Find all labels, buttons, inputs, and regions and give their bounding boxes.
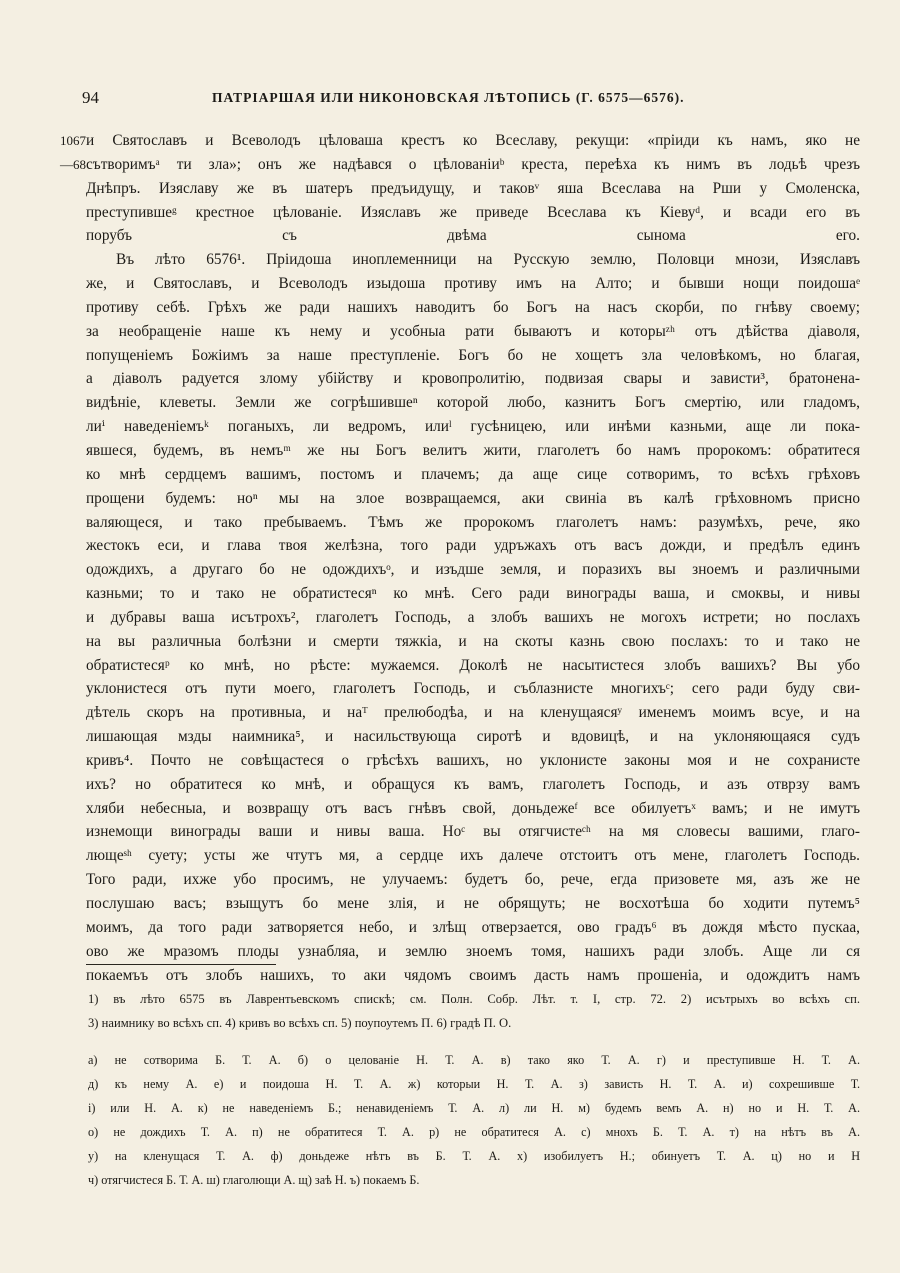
text-line (36, 630, 860, 654)
text-line (36, 654, 860, 678)
line-text: ово же мразомъ плоды узнабляа, и землю зноемъ томя, нашихъ ради злобъ. Аще ли ся (86, 942, 860, 960)
text-line (36, 773, 860, 797)
text-line (36, 677, 860, 701)
line-text: казньми; то и тако не обратистесяⁿ ко мнѣ. Сего ради винограды ваша, и смоквы, и нивы (86, 585, 860, 603)
line-text: на вы различныа болѣзни и смерти тяжкіа, и на скоты казнь свою послахъ: то и тако не (86, 632, 860, 650)
text-line (36, 129, 860, 153)
footnotes (88, 987, 860, 1035)
line-text: ихъ? но обратитеся ко мнѣ, и обращуся къ вамъ, глаголетъ Господь, и азъ отврзу вамъ (86, 775, 860, 793)
variant-readings (88, 1048, 860, 1192)
line-text: дѣтель скоръ на противныа, и наᵀ прелюбодѣа, и на кленущаясяʸ именемъ моимъ всуе, и на (86, 704, 860, 722)
text-line (36, 606, 860, 630)
text-line (36, 725, 860, 749)
line-text: хляби небесныа, и возвращу отъ васъ гнѣвъ свой, доньдежеᶠ все обилуетъˣ вамъ; и не имутъ (86, 799, 860, 817)
text-line (36, 224, 860, 248)
running-title: ПАТРІАРШАЯ ИЛИ НИКОНОВСКАЯ ЛѢТОПИСЬ (Г. 6575—6576). (212, 90, 685, 105)
line-text: покаемъъ отъ злобъ нашихъ, то аки чядомъ своимъ дасть намъ прошеніа, и одождитъ намъ (86, 966, 860, 984)
text-line (36, 534, 860, 558)
line-text: изнемощи винограды ваши и нивы ваша. Ноᶜ вы отягчистеᶜʰ на мя словесы вашими, глаго- (86, 823, 860, 841)
text-line (36, 177, 860, 201)
text-line (36, 749, 860, 773)
main-text (36, 129, 860, 987)
text-line (36, 844, 860, 868)
line-text: одождихъ, а другаго бо не одождихъᵒ, и изъдше земля, и поразихъ вы зноемъ и различными (86, 561, 860, 579)
line-text: сътворимъᵃ ти зла»; онъ же надѣався о цѣлованіиᵇ креста, переѣха къ нимъ въ лодьѣ чрезъ (86, 155, 860, 173)
footnote: 1) въ лѣто 6575 въ Лаврентьевскомъ спискѣ; см. Полн. Собр. Лѣт. т. I, стр. 72. 2) исътрыхъ во всѣхъ сп. (88, 992, 860, 1006)
line-text: лиⁱ наведеніемъᵏ поганыхъ, ли ведромъ, илиˡ гусѣницею, или инѣми казньми, аще ли пока- (86, 418, 860, 436)
variant-reading: у) на кленущася Т. А. ф) доньдеже нѣтъ въ Б. Т. А. х) изобилуетъ Н.; обинуетъ Т. А. ц) но и Н (88, 1149, 860, 1163)
line-text: прощени будемъ: ноⁿ мы на злое возвращаемся, аки свиніа въ калѣ грѣховномъ присно (86, 489, 860, 507)
line-text: попущеніемъ Божіимъ за наше преступленіе. Богъ бо не хощетъ зла человѣкомъ, но благая, (86, 346, 860, 364)
line-text: обратистесяᵖ ко мнѣ, но рѣсте: мужаемся. Доколѣ не насытистеся злобъ вашихъ? Вы убо (86, 656, 860, 674)
variant-reading: і) или Н. А. к) не наведеніемъ Б.; ненавиденіемъ Т. А. л) ли Н. м) будемъ вемъ А. н) но и Н. Т. А. (88, 1101, 860, 1115)
footnote: 3) наимнику во всѣхъ сп. 4) кривъ во всѣхъ сп. 5) поупоутемъ П. 6) градѣ П. О. (88, 1016, 512, 1030)
text-line (36, 272, 860, 296)
text-line (36, 701, 860, 725)
line-text: порубъ съ двѣма сынома его. (86, 227, 860, 245)
text-line (36, 248, 860, 272)
text-line (36, 153, 860, 177)
text-line (36, 201, 860, 225)
line-text: а діаволъ радуется злому убійству и кровопролитію, подвизая свары и зависти³, братонена- (86, 370, 860, 388)
variant-reading: о) не дождихъ Т. А. п) не обратитеся Т. А. р) не обратитеся А. с) мнохъ Б. Т. А. т) на нѣтъ въ А. (88, 1125, 860, 1139)
text-line (36, 964, 860, 988)
text-line (36, 487, 860, 511)
line-text: послушаю васъ; взыщутъ бо мене злія, и не обрящуть; не восхотѣша бо ходити путемъ⁵ (86, 895, 860, 912)
line-text: моимъ, да того ради затворяется небо, и злѣщ отверзается, ово градъ⁶ въ дождя мѣсто пускаа, (86, 918, 860, 936)
line-text: Днѣпръ. Изяславу же въ шатеръ предъидущу, и таковᵛ яша Всеслава на Рши у Смоленска, (86, 179, 860, 197)
margin-year: 1067 (60, 133, 86, 148)
text-line (36, 463, 860, 487)
text-line (36, 391, 860, 415)
line-text: видѣніе, клеветы. Земли же согрѣшившеⁿ которой любо, казнитъ Богъ смертію, или гладомъ, (86, 394, 860, 412)
line-text: кривъ⁴. Почто не совѣщастеся о грѣсѣхъ вашихъ, но уклонисте законы моя и не сохранисте (86, 751, 860, 769)
running-head (82, 88, 860, 110)
variant-reading: д) къ нему А. е) и поидоша Н. Т. А. ж) которыи Н. Т. А. з) зависть Н. Т. А. и) сохрешивше Т. (88, 1077, 860, 1091)
text-line (36, 582, 860, 606)
text-line (36, 868, 860, 892)
line-text: жестокъ еси, и глава твоя желѣзна, того ради удръжахъ отъ васъ дожди, и предѣлъ единъ (86, 537, 860, 555)
line-text: же, и Святославъ, и Всеволодъ изыдоша противу имъ на Алто; и бывши нощи поидошаᵉ (86, 275, 860, 293)
text-line (36, 439, 860, 463)
line-text: противу себѣ. Грѣхъ же ради нашихъ наводитъ бо Богъ на насъ скорби, по гнѣву своему; (86, 298, 860, 316)
line-text: и дубравы ваша исътрохъ², глаголетъ Господь, а злобъ вашихъ не могохъ истрети; но послахъ (86, 608, 860, 626)
line-text: Того ради, ихже убо просимъ, не улучаемъ: будетъ бо, рече, егда призовете мя, азъ же не (86, 871, 860, 889)
line-text: валяющеся, и тако пребываемъ. Тѣмъ же пророкомъ глаголетъ намъ: разумѣхъ, рече, яко (86, 513, 860, 531)
line-text: за необращеніе наше къ нему и усобныа рати бываютъ и которыᶻʰ отъ дѣйства діаволя, (86, 322, 860, 340)
line-text: Въ лѣто 6576¹. Пріидоша иноплеменници на Русскую землю, Половци мнози, Изяславъ (116, 251, 860, 269)
margin-year: —68 (60, 156, 86, 172)
text-line (36, 511, 860, 535)
variant-reading: а) не сотворима Б. Т. А. б) о целованіе Н. Т. А. в) тако яко Т. А. г) и преступивше Н. Т. А. (88, 1053, 860, 1067)
line-text: лишающая мзды наимника⁵, и насильствующа сиротѣ и вдовицѣ, и на уклоняющаяся судъ (86, 728, 860, 746)
text-line (36, 320, 860, 344)
line-text: и Святославъ и Всеволодъ цѣловаша крестъ ко Всеславу, рекущи: «пріиди къ намъ, яко не (86, 132, 860, 149)
text-line (36, 820, 860, 844)
text-line (36, 558, 860, 582)
text-line (36, 916, 860, 940)
line-text: уклонистеся отъ пути моего, глаголетъ Господь, и съблазнисте многихъᶜ; сего ради буду сви- (86, 680, 860, 698)
line-text: лющеˢʰ суету; усты же чтутъ мя, а сердце ихъ далече отстоитъ отъ мене, глаголетъ Господь. (86, 847, 860, 865)
text-line (36, 797, 860, 821)
page-number: 94 (82, 88, 99, 107)
text-line (36, 296, 860, 320)
text-line (36, 415, 860, 439)
text-line (36, 892, 860, 916)
line-text: явшеся, будемъ, въ немъᵐ же ны Богъ велитъ жити, глаголетъ бо намъ пророкомъ: обратитеся (86, 441, 860, 459)
line-text: преступившеᵍ крестное цѣлованіе. Изяславъ же приведе Всеслава къ Кіевуᵈ, и всади его въ (86, 203, 860, 221)
footnote-rule (86, 964, 276, 965)
text-line (36, 367, 860, 391)
text-line (36, 940, 860, 964)
text-line (36, 344, 860, 368)
variant-reading: ч) отягчистеся Б. Т. А. ш) глаголющи А. щ) заѣ Н. ъ) покаемъ Б. (88, 1173, 420, 1187)
line-text: ко мнѣ сердцемъ вашимъ, постомъ и плачемъ; да аще сице сотворимъ, то всѣхъ грѣховъ (86, 465, 860, 483)
